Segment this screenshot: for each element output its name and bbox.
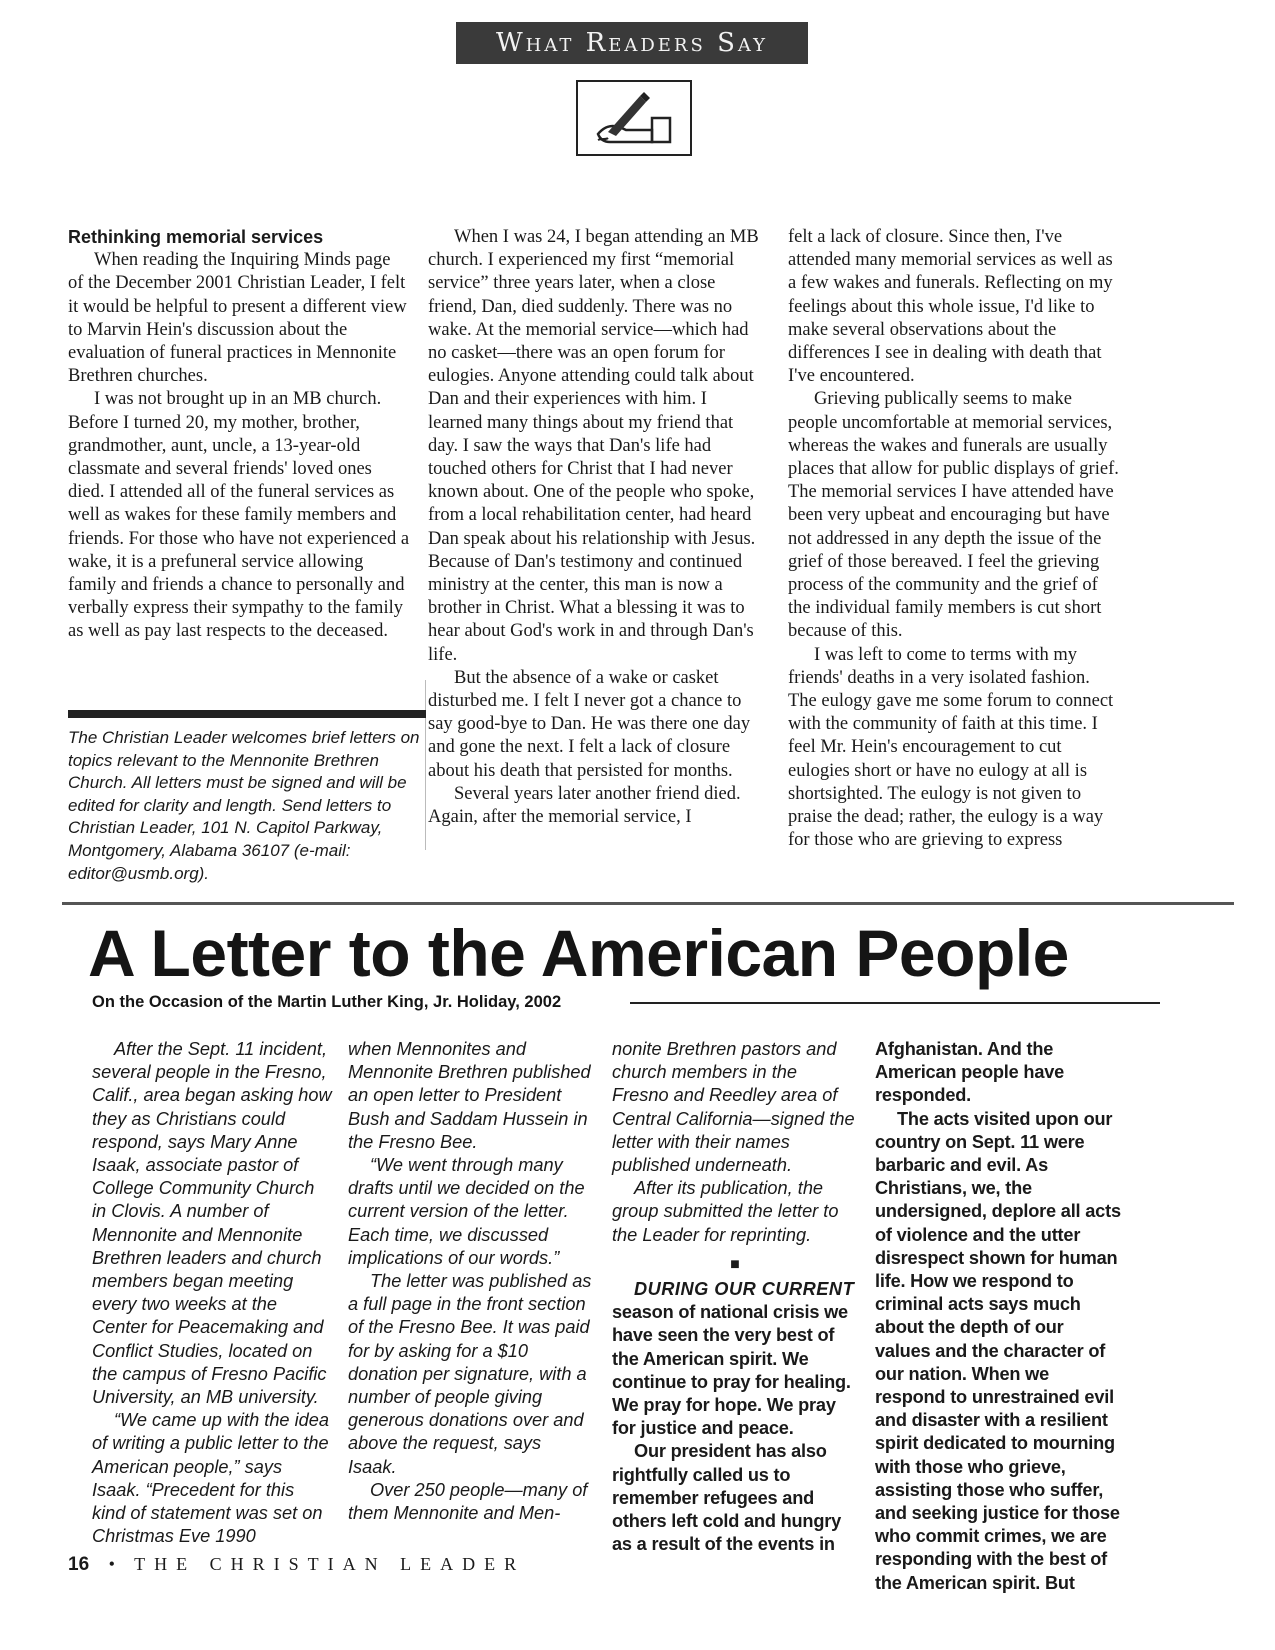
letter-paragraph: The acts visited upon our country on Sept. 11 were barbaric and evil. As Christians, we, the undersigned, deplore all acts of violence and the utter disrespect shown for human life. How we respond to criminal acts says much about the depth of our values and the character of our nation. When we respond to unrestrained evil and disaster with a resilient spirit dedicated to mourning with those who grieve, assisting those who suffer, and seeking justice for those who commit crimes, we are responding with the best of the American spirit. But (875, 1108, 1121, 1593)
letter-column-3 (788, 226, 1122, 852)
letter-paragraph: felt a lack of closure. Since then, I've attended many memorial services as well as a few wakes and funerals. Reflecting on my feelings about this whole issue, I'd like to make several observations about the differences I see in dealing with death that I've encountered. (788, 227, 1113, 387)
page-number: 16 (68, 1554, 90, 1575)
letter-paragraph: Our president has also rightfully called us to remember refugees and others left cold and hungry as a result of the events in (612, 1441, 842, 1555)
article-column-4 (875, 1038, 1123, 1595)
article-paragraph: when Mennonites and Mennonite Brethren published an open letter to President Bush and Saddam Hussein in the Fresno Bee. (348, 1039, 591, 1152)
letter-paragraph: I was left to come to terms with my friends' deaths in a very isolated fashion. The eulogy gave me some forum to connect with the community of faith at this time. I feel Mr. Hein's encouragement to cut eulogies short or have no eulogy at all is shortsighted. The eulogy is not given to praise the dead; rather, the eulogy is a way for those who are grieving to express (788, 644, 1114, 851)
article-paragraph: Over 250 people—many of them Mennonite and Men- (348, 1479, 588, 1524)
letter-paragraph: But the absence of a wake or casket disturbed me. I felt I never got a chance to say good-bye to Dan. He was there one day and gone the next. I felt a lack of closure about his death that persisted for months. (428, 667, 751, 781)
section-banner: What Readers Say (456, 22, 808, 64)
letter-paragraph: I was not brought up in an MB church. Before I turned 20, my mother, brother, grandmother, aunt, uncle, a 13-year-old classmate and several friends' loved ones died. I attended all of the funeral services as well as wakes for these family members and friends. For those who have not experienced a wake, it is a prefuneral service allowing family and friends a chance to personally and verbally express their sympathy to the family as well as pay last respects to the deceased. (68, 389, 410, 642)
article-paragraph: The letter was published as a full page in the front section of the Fresno Bee. It was paid for by asking for a $10 donation per signature, with a number of people giving generous donations over and above the request, says Isaak. (348, 1271, 592, 1477)
article-paragraph: After its publication, the group submitted the letter to the Leader for reprinting. (612, 1178, 839, 1245)
article-column-3 (612, 1038, 858, 1556)
article-headline: A Letter to the American People (88, 916, 1069, 990)
lead-in-caps: DURING OUR CURRENT (634, 1279, 855, 1300)
note-rule (68, 710, 426, 718)
article-paragraph: nonite Brethren pastors and church members in the Fresno and Reedley area of Central California—signed the letter with their names published underneath. (612, 1039, 855, 1176)
article-paragraph: “We came up with the idea of writing a public letter to the American people,” says Isaak. “Precedent for this kind of statement was set on Christmas Eve 1990 (92, 1410, 329, 1547)
letter-paragraph: When reading the Inquiring Minds page of the December 2001 Christian Leader, I felt it would be helpful to present a different view to Marvin Hein's discussion about the evaluation of funeral practices in Mennonite Brethren churches. (68, 250, 407, 387)
article-paragraph: After the Sept. 11 incident, several people in the Fresno, Calif., area began asking how they as Christians could respond, says Mary Anne Isaak, associate pastor of College Community Church in Clovis. A number of Mennonite and Mennonite Brethren leaders and church members began meeting every two weeks at the Center for Peacemaking and Conflict Studies, located on the campus of Fresno Pacific University, an MB university. (92, 1039, 332, 1408)
article-column-1 (92, 1038, 332, 1548)
section-divider (62, 902, 1234, 905)
letter-heading: Rethinking memorial services (68, 227, 324, 247)
editor-note: The Christian Leader welcomes brief letters on topics relevant to the Mennonite Brethren Church. All letters must be signed and will be edited for clarity and length. Send letters to Christian Leader, 101 N. Capitol Parkway, Montgomery, Alabama 36107 (e-mail: editor@usmb.org). (68, 728, 420, 883)
article-subhead: On the Occasion of the Martin Luther King, Jr. Holiday, 2002 (92, 993, 562, 1011)
letter-text (612, 1278, 858, 1556)
letter-paragraph: Several years later another friend died. Again, after the memorial service, I (428, 783, 741, 828)
publication-name: THE CHRISTIAN LEADER (134, 1554, 526, 1574)
letter-paragraph: Grieving publically seems to make people uncomfortable at memorial services, whereas the wakes and funerals are usually places that allow for public displays of grief. The memorial services I have attended have been very upbeat and encouraging but have not addressed in any depth the issue of the grief of those bereaved. I feel the grieving process of the community and the grief of the individual family members is cut short because of this. (788, 389, 1119, 642)
letter-paragraph: When I was 24, I began attending an MB church. I experienced my first “memorial service” three years later, when a close friend, Dan, died suddenly. There was no wake. At the memorial service—which had no casket—there was an open forum for eulogies. Anyone attending could talk about Dan and their experiences with him. I learned many things about my friend that day. I saw the ways that Dan's life had touched others for Christ that I had never known about. One of the people who spoke, from a local rehabilitation center, had heard Dan speak about his relationship with Jesus. Because of Dan's testimony and continued ministry at the center, this man is now a brother in Christ. What a blessing it was to hear about God's work in and through Dan's life. (428, 227, 759, 665)
article-paragraph: “We went through many drafts until we decided on the current version of the letter. Each time, we discussed implications of our words.” (348, 1155, 585, 1268)
page-footer (68, 1554, 525, 1576)
section-bullet: ■ (730, 1255, 740, 1273)
letter-column-1 (68, 226, 410, 644)
letter-paragraph: Afghanistan. And the American people have responded. (875, 1039, 1065, 1106)
letter-paragraph: season of national crisis we have seen the very best of the American spirit. We continue to pray for healing. We pray for hope. We pray for justice and peace. (612, 1302, 851, 1439)
footer-separator: • (108, 1554, 115, 1574)
article-column-2 (348, 1038, 593, 1525)
pen-hand-icon (576, 80, 692, 156)
subhead-rule (630, 1002, 1160, 1004)
letter-column-2 (428, 226, 760, 829)
